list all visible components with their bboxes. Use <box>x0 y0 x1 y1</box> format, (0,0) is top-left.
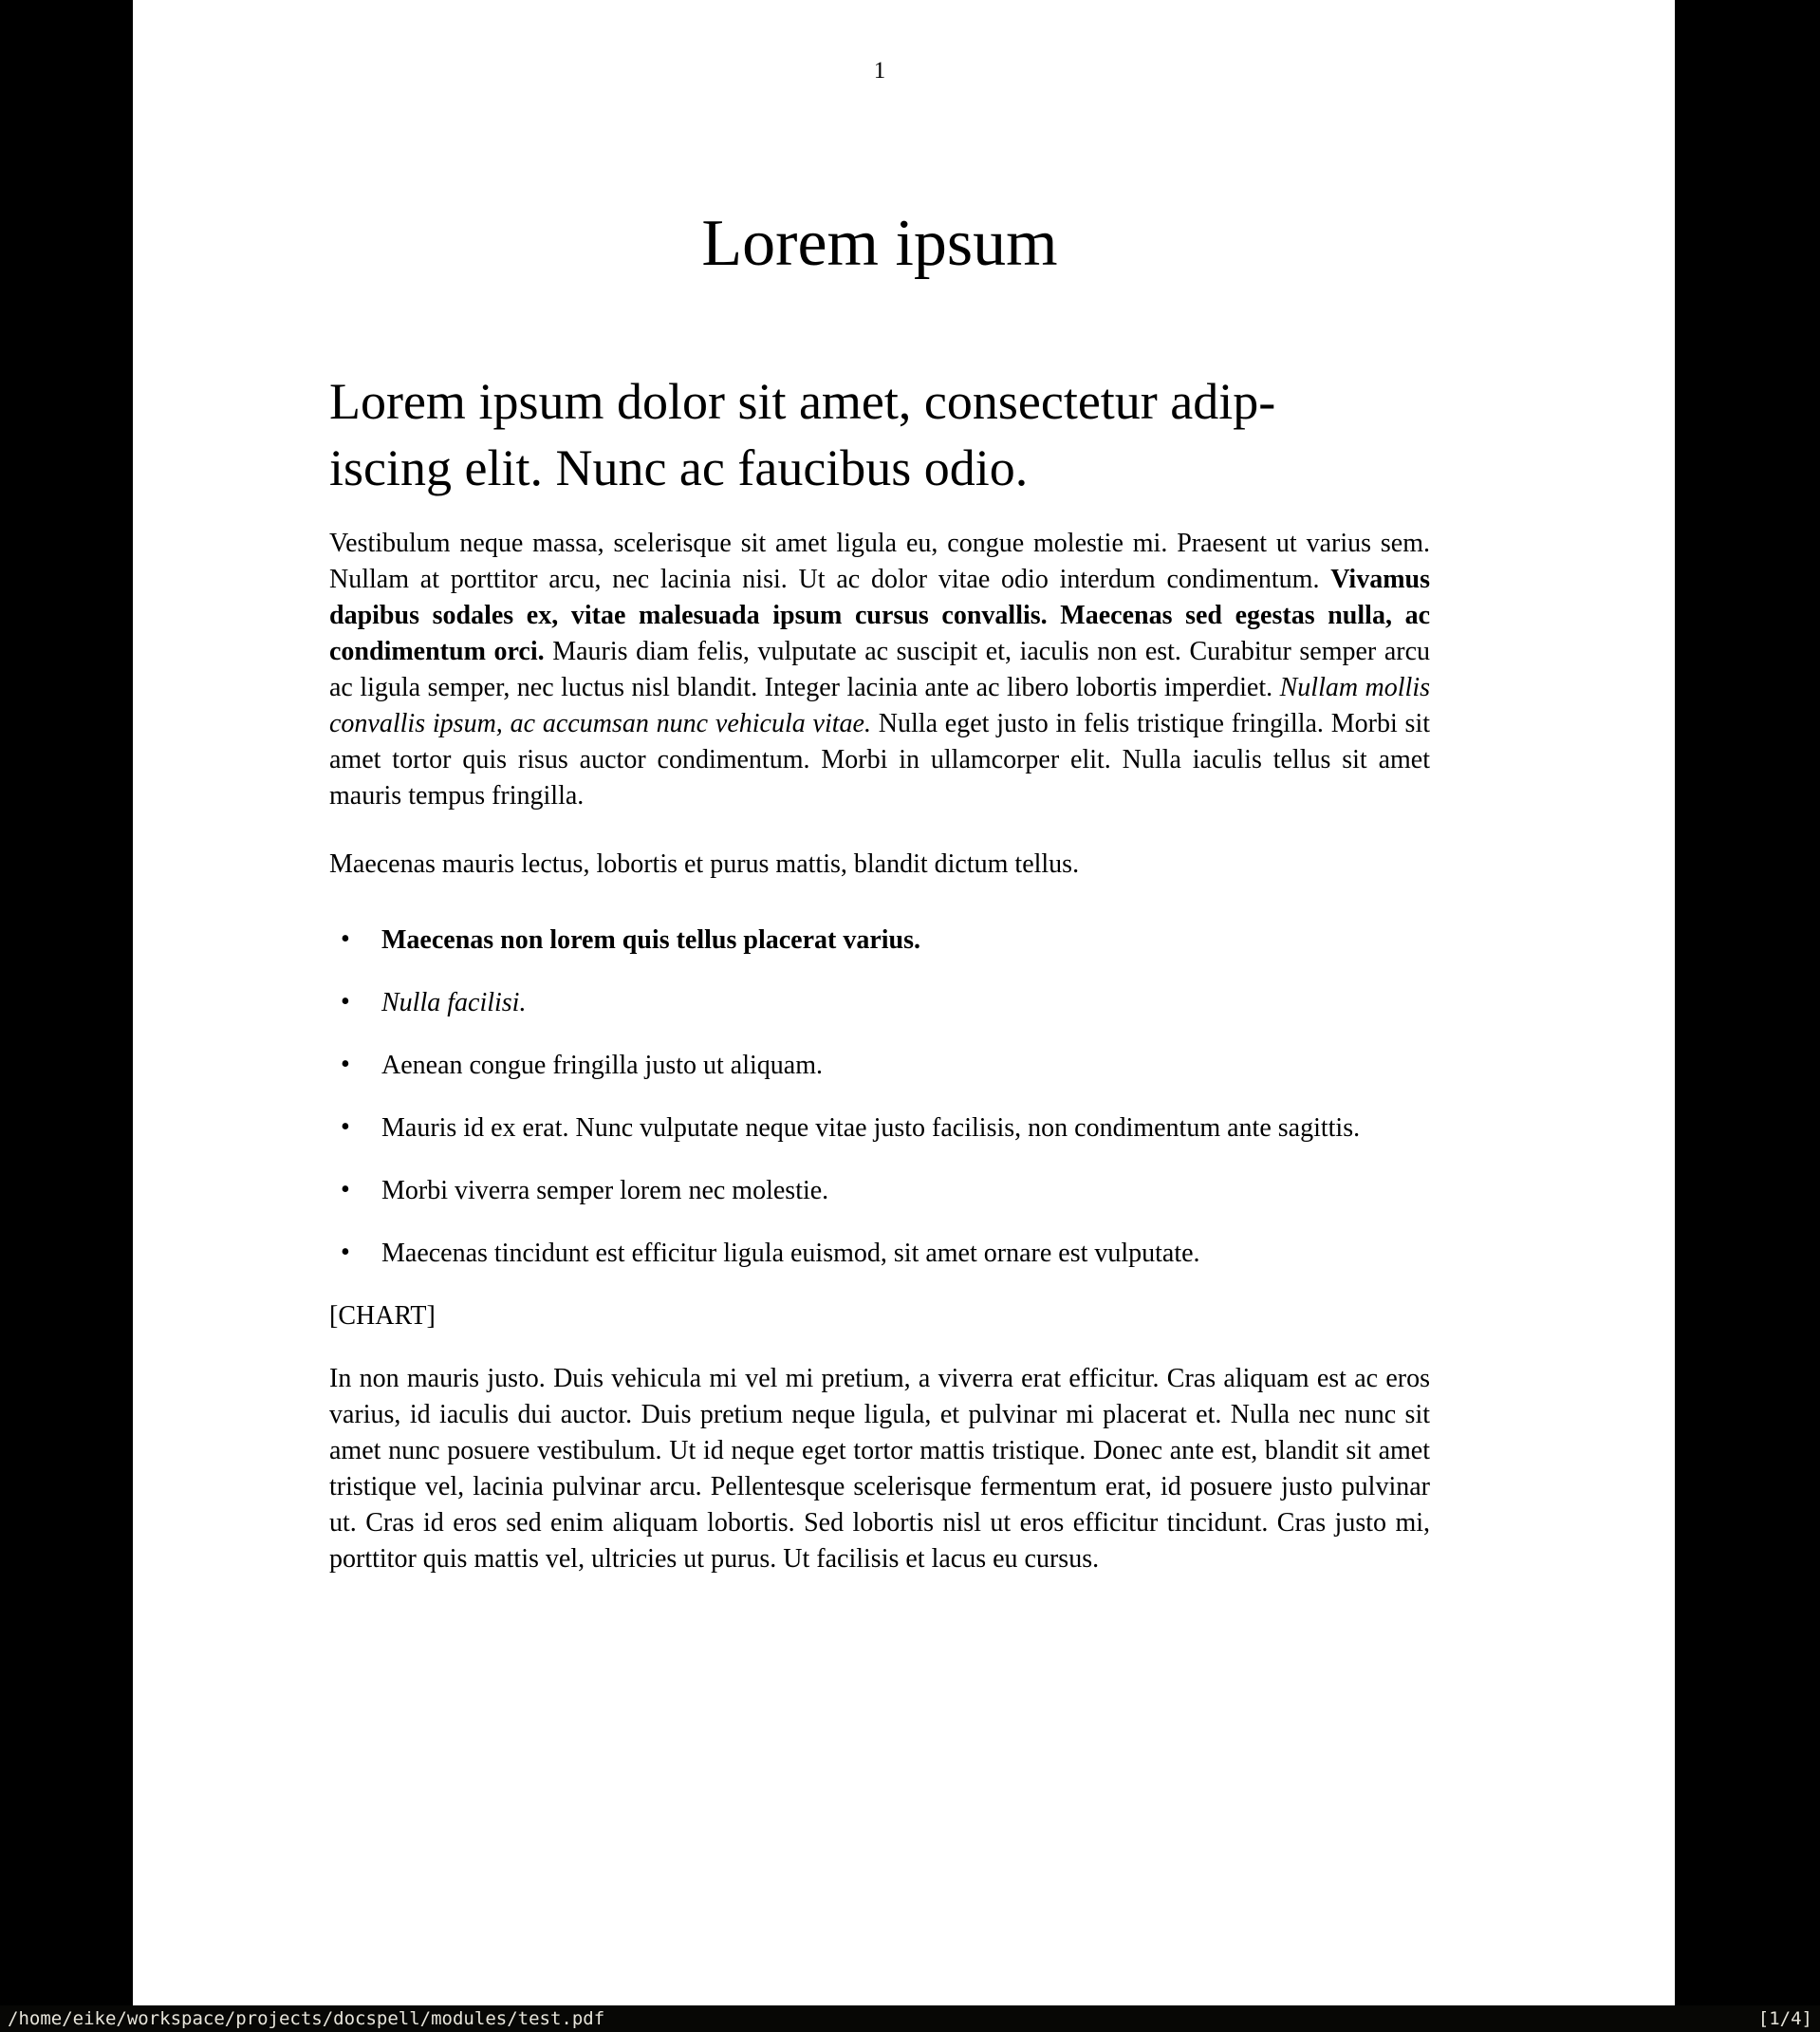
text-run-normal: Nulla eget justo in felis tristique fringilla. Morbi sit amet tortor quis risus auctor condimentum. Morbi in ullamcorper elit. Nulla iaculis tellus sit amet mauris tempus fringilla. <box>329 709 1430 811</box>
list-item-text: Mauris id ex erat. Nunc vulputate neque vitae justo facilisis, non condimentum ante sagittis. <box>381 1113 1361 1143</box>
list-item-text: Morbi viverra semper lorem nec molestie. <box>381 1176 829 1205</box>
bullet-list <box>329 923 1430 1272</box>
list-item <box>329 923 1430 959</box>
document-canvas[interactable] <box>133 0 1675 2005</box>
list-item <box>329 985 1430 1021</box>
text-block <box>329 0 1430 1577</box>
text-run-italic: Nullam mollis convallis ipsum, ac accumsan nunc vehicula vitae. <box>329 673 1430 738</box>
text-run-bold: Vivamus dapibus sodales ex, vitae malesuada ipsum cursus convallis. Maecenas sed egestas nulla, ac condimentum orci. <box>329 565 1430 666</box>
list-item-text: Maecenas non lorem quis tellus placerat varius. <box>381 925 921 955</box>
status-bar <box>0 2005 1820 2032</box>
section-heading: Lorem ipsum dolor sit amet, consectetur adip- iscing elit. Nunc ac faucibus odio. <box>329 373 1276 496</box>
paragraph-3: In non mauris justo. Duis vehicula mi vel mi pretium, a viverra erat efficitur. Cras aliquam est ac eros varius, id iaculis dui auctor. Duis pretium neque ligula, et pulvinar mi placerat et. Nulla nec nunc sit amet nunc posuere vestibulum. Ut id neque eget tortor mattis tristique. Donec ante est, blandit sit amet tristique vel, lacinia pulvinar arcu. Pellentesque scelerisque fermentum erat, id posuere justo pulvinar ut. Cras id eros sed enim aliquam lobortis. Sed lobortis nisl ut eros efficitur tincidunt. Cras justo mi, porttitor quis mattis vel, ultricies ut purus. Ut facilisis et lacus eu cursus. <box>329 1364 1430 1574</box>
list-item-text: Nulla facilisi. <box>381 988 527 1017</box>
status-file-path: /home/eike/workspace/projects/docspell/modules/test.pdf <box>8 2008 605 2029</box>
list-item <box>329 1236 1430 1272</box>
list-item-text: Aenean congue fringilla justo ut aliquam. <box>381 1051 823 1080</box>
list-item-text: Maecenas tincidunt est efficitur ligula euismod, sit amet ornare est vulputate. <box>381 1239 1200 1268</box>
status-page-indicator: [1/4] <box>1757 2008 1812 2029</box>
text-run-normal: Vestibulum neque massa, scelerisque sit amet ligula eu, congue molestie mi. Praesent ut varius sem. Nullam at porttitor arcu, nec lacinia nisi. Ut ac dolor vitae odio interdum condimentum. <box>329 529 1430 594</box>
text-run-normal: Mauris diam felis, vulputate ac suscipit et, iaculis non est. Curabitur semper arcu ac ligula semper, nec luctus nisl blandit. Integer lacinia ante ac libero lobortis imperdiet. <box>329 637 1430 702</box>
list-item <box>329 1110 1430 1146</box>
paragraph-2: Maecenas mauris lectus, lobortis et purus mattis, blandit dictum tellus. <box>329 849 1080 879</box>
document-title: Lorem ipsum <box>701 207 1058 280</box>
list-item <box>329 1173 1430 1209</box>
chart-placeholder: [CHART] <box>329 1301 436 1331</box>
paragraph-1 <box>329 526 1430 814</box>
page-number: 1 <box>873 58 886 84</box>
list-item <box>329 1048 1430 1084</box>
